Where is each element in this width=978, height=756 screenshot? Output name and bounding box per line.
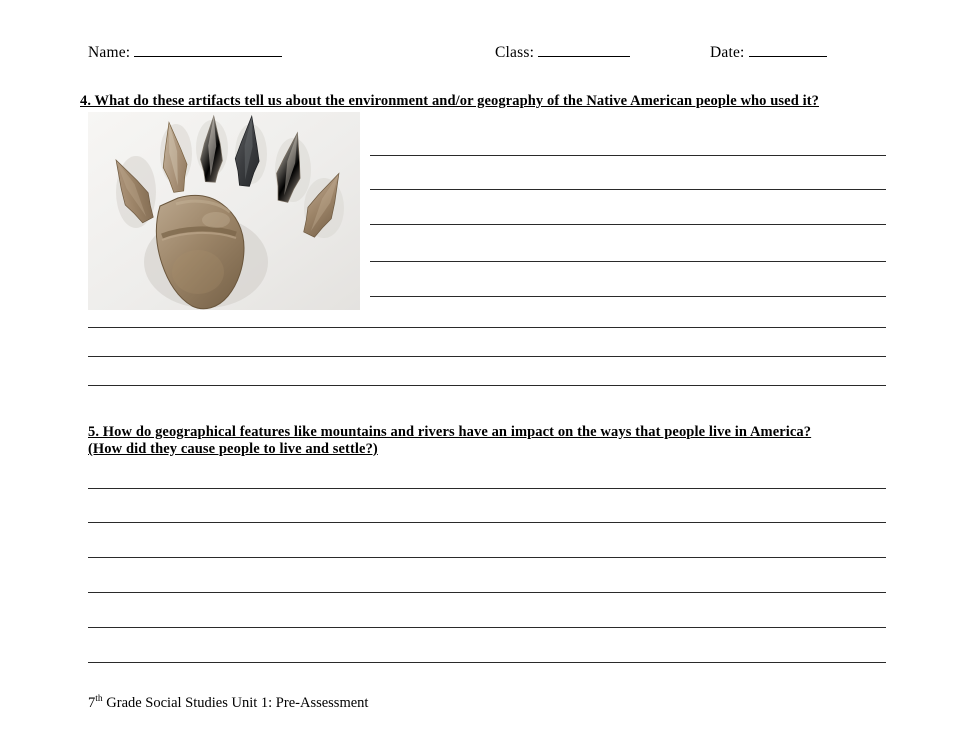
question-5-line-1: 5. How do geographical features like mountains and rivers have an impact on the ways that people live in America? <box>88 424 812 440</box>
name-field[interactable] <box>88 44 282 62</box>
footer-label: Grade Social Studies Unit 1: Pre-Assessment <box>102 694 369 711</box>
question-5-line-2: (How did they cause people to live and settle?) <box>88 441 378 457</box>
answer-line[interactable] <box>370 224 886 225</box>
name-label: Name: <box>88 44 131 61</box>
footer-text <box>88 694 368 712</box>
answer-line[interactable] <box>370 296 886 297</box>
answer-line[interactable] <box>88 557 886 558</box>
answer-line[interactable] <box>88 385 886 386</box>
date-blank[interactable] <box>749 55 827 57</box>
answer-line[interactable] <box>88 592 886 593</box>
answer-line[interactable] <box>88 522 886 523</box>
name-blank[interactable] <box>134 55 282 57</box>
answer-line[interactable] <box>88 627 886 628</box>
footer-grade-number: 7 <box>88 694 96 711</box>
date-label: Date: <box>710 44 745 61</box>
answer-line[interactable] <box>88 356 886 357</box>
class-field[interactable] <box>495 44 630 62</box>
header-fields <box>88 44 888 66</box>
class-blank[interactable] <box>538 55 630 57</box>
footer-ordinal: th <box>95 694 103 704</box>
answer-line[interactable] <box>370 261 886 262</box>
answer-line[interactable] <box>88 327 886 328</box>
answer-line[interactable] <box>370 155 886 156</box>
question-4-text: 4. What do these artifacts tell us about the environment and/or geography of the Native American people who used it? <box>80 93 819 109</box>
date-field[interactable] <box>710 44 827 62</box>
artifact-photo <box>88 112 360 310</box>
question-5-text <box>88 424 888 458</box>
answer-line[interactable] <box>88 662 886 663</box>
class-label: Class: <box>495 44 535 61</box>
artifact-photo-image <box>88 112 360 310</box>
answer-line[interactable] <box>370 189 886 190</box>
answer-line[interactable] <box>88 488 886 489</box>
